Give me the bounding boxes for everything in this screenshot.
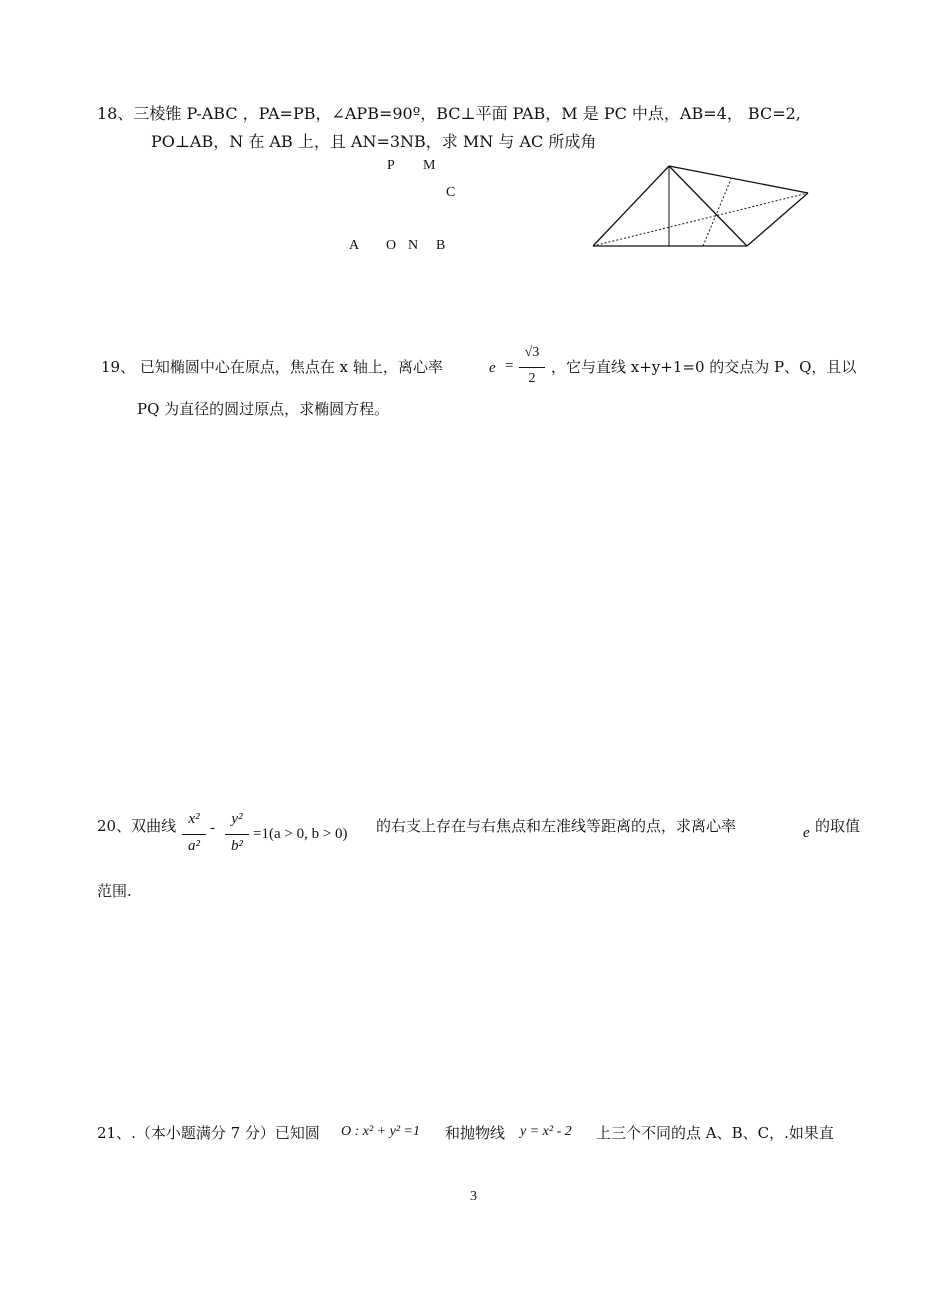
label-a: A [349,238,360,253]
q21-parabola-eq: y = x² - 2 [520,1124,572,1139]
q20-frac2-den: b² [231,838,243,854]
label-p: P [387,158,395,173]
q19-frac-den: 2 [528,371,536,386]
q20-prefix: 20、双曲线 [97,817,177,835]
q19-frac-bar [519,367,545,368]
q20-suffix: 的右支上存在与右焦点和左准线等距离的点，求离心率 [376,817,737,835]
q19-frac-num: √3 [524,345,540,360]
q20-line2: 范围. [97,882,132,900]
q19-prefix: 19、 已知椭圆中心在原点，焦点在 x 轴上，离心率 [101,358,443,376]
q20-frac1-num: x² [188,811,200,827]
q21-circle-eq: O : x² + y² =1 [341,1124,420,1139]
label-b: B [436,238,446,253]
q20-frac1-den: a² [188,838,200,854]
edge-pc [669,166,808,193]
q20-suffix2: 的取值 [815,817,861,835]
label-n: N [408,238,419,253]
q19-suffix: ，它与直线 x+y+1=0 的交点为 P、Q，且以 [551,358,857,376]
q19-e-var: e [489,360,496,376]
q18-line1: 18、三棱锥 P-ABC ，PA=PB，∠APB=90º，BC⊥平面 PAB，M 是 PC 中点，AB=4， BC=2, [97,104,801,123]
q20-frac2-num: y² [231,811,243,827]
q20-condition: =1(a > 0, b > 0) [253,826,348,842]
edge-ac-dashed [593,193,808,246]
q21-prefix: 21、.（本小题满分 7 分）已知圆 [97,1124,320,1142]
label-c: C [446,185,456,200]
q21-suffix: 上三个不同的点 A、B、C，.如果直 [596,1124,834,1142]
q18-line2: PO⊥AB，N 在 AB 上，且 AN=3NB，求 MN 与 AC 所成角 [151,132,597,151]
q21-mid: 和抛物线 [445,1124,506,1142]
edge-ap [593,166,669,246]
q20-frac1-bar [182,834,206,835]
label-o: O [386,238,397,253]
page-number: 3 [470,1189,477,1204]
q20-e-var: e [803,825,810,841]
label-m: M [423,158,436,173]
tetrahedron-figure [585,158,815,253]
segment-mn-dashed [703,179,731,246]
q19-equals: = [505,358,514,374]
q19-line2: PQ 为直径的圆过原点，求椭圆方程。 [137,400,390,418]
q20-frac2-bar [225,834,249,835]
q20-minus: - [210,820,215,836]
